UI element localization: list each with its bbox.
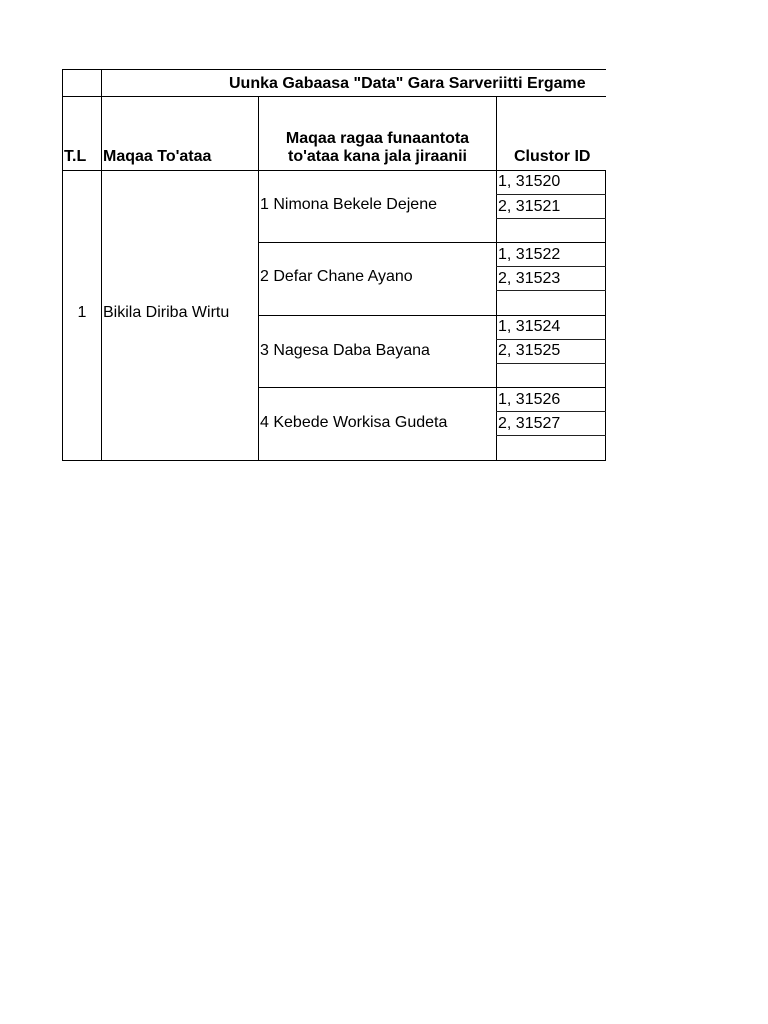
header-collector-line2: to'ataa kana jala jiraanii: [288, 148, 467, 165]
collector-name: 2 Defar Chane Ayano: [260, 268, 413, 285]
cluster-row-line: [496, 194, 606, 195]
row-number: 1: [77, 304, 87, 321]
cluster-row-line: [496, 218, 606, 219]
collector-name: 1 Nimona Bekele Dejene: [260, 196, 437, 213]
table-border-left: [62, 69, 63, 461]
header-cluster-id: Clustor ID: [514, 148, 591, 165]
enumerator-name: Bikila Diriba Wirtu: [103, 304, 230, 321]
cluster-id-cell: 1, 31524: [498, 318, 561, 335]
cluster-id-cell: 2, 31525: [498, 342, 561, 359]
cluster-id-cell: 1, 31526: [498, 391, 561, 408]
cluster-row-line: [496, 339, 606, 340]
column-divider-collector: [496, 96, 497, 461]
table-border-top: [62, 69, 606, 70]
cluster-row-line: [496, 411, 606, 412]
header-enumerator: Maqaa To'ataa: [103, 148, 212, 165]
group-divider-1: [258, 242, 606, 243]
cluster-row-line: [496, 363, 606, 364]
header-collector-line1: Maqaa ragaa funaantota: [285, 130, 470, 147]
cluster-id-cell: 1, 31520: [498, 173, 561, 190]
cluster-id-cell: 2, 31521: [498, 198, 561, 215]
cluster-id-cell: 1, 31522: [498, 246, 561, 263]
cluster-id-cell: 2, 31527: [498, 415, 561, 432]
group-divider-2: [258, 315, 606, 316]
header-tl: T.L: [64, 148, 87, 165]
title-bottom-border: [62, 96, 606, 97]
column-divider-tl: [101, 69, 102, 461]
sheet-title: Uunka Gabaasa "Data" Gara Sarveriitti Ergame: [229, 75, 586, 92]
collector-name: 3 Nagesa Daba Bayana: [260, 342, 430, 359]
cluster-id-cell: 2, 31523: [498, 270, 561, 287]
cluster-row-line: [496, 435, 606, 436]
header-bottom-border: [62, 170, 606, 171]
cluster-row-line: [496, 266, 606, 267]
table-border-bottom: [62, 460, 606, 461]
collector-name: 4 Kebede Workisa Gudeta: [260, 414, 448, 431]
cluster-row-line: [496, 290, 606, 291]
group-divider-3: [258, 387, 606, 388]
